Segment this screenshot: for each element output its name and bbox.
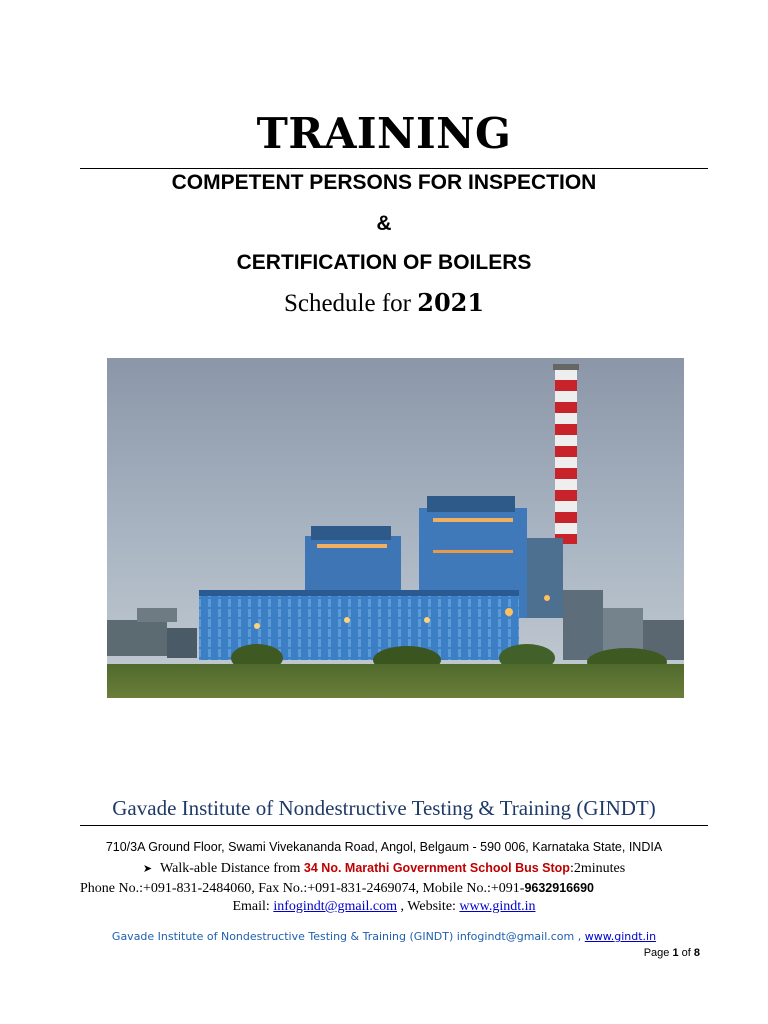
page-number xyxy=(644,945,700,961)
subtitle-line-2: CERTIFICATION OF BOILERS xyxy=(236,251,532,274)
email-link[interactable]: infogindt@gmail.com xyxy=(273,899,398,914)
bus-stop-name: 34 No. Marathi Government School Bus Stop xyxy=(303,861,570,875)
walk-suffix: :2minutes xyxy=(569,861,626,876)
subtitle-ampersand: & xyxy=(376,212,392,235)
page-footer xyxy=(0,929,768,945)
page-total: 8 xyxy=(693,947,700,959)
subtitle-line-1: COMPETENT PERSONS FOR INSPECTION xyxy=(171,171,597,194)
address-line: 710/3A Ground Floor, Swami Vivekananda Road, Angol, Belgaum - 590 006, Karnataka State, INDIA xyxy=(105,840,663,854)
page-title: TRAINING xyxy=(256,109,512,158)
footer-text: Gavade Institute of Nondestructive Testing & Training (GINDT) infogindt@gmail.com , xyxy=(111,930,585,943)
website-link[interactable]: www.gindt.in xyxy=(459,899,536,914)
phone-fax-text: Phone No.:+091-831-2484060, Fax No.:+091-831-2469074, Mobile No.:+091- xyxy=(80,881,525,896)
page-current: 1 xyxy=(672,947,679,959)
page-of: of xyxy=(678,947,694,959)
walk-distance-line xyxy=(0,859,768,878)
page-label: Page xyxy=(643,947,673,959)
walk-prefix: Walk-able Distance from xyxy=(160,861,304,876)
institute-name: Gavade Institute of Nondestructive Testing & Training (GINDT) xyxy=(112,796,656,820)
footer-website-link[interactable]: www.gindt.in xyxy=(584,930,657,943)
arrow-bullet-icon: ➤ xyxy=(142,863,153,875)
email-label: Email: xyxy=(232,899,274,914)
title-divider xyxy=(80,168,708,169)
schedule-year: 2021 xyxy=(417,288,485,317)
mobile-number: 9632916690 xyxy=(524,881,594,895)
power-plant-photo xyxy=(107,358,684,698)
email-website-line xyxy=(0,898,768,916)
website-label: , Website: xyxy=(397,899,460,914)
contact-divider xyxy=(80,825,708,826)
phone-line xyxy=(80,879,594,898)
schedule-heading xyxy=(0,286,768,321)
schedule-prefix: Schedule for xyxy=(283,290,418,317)
